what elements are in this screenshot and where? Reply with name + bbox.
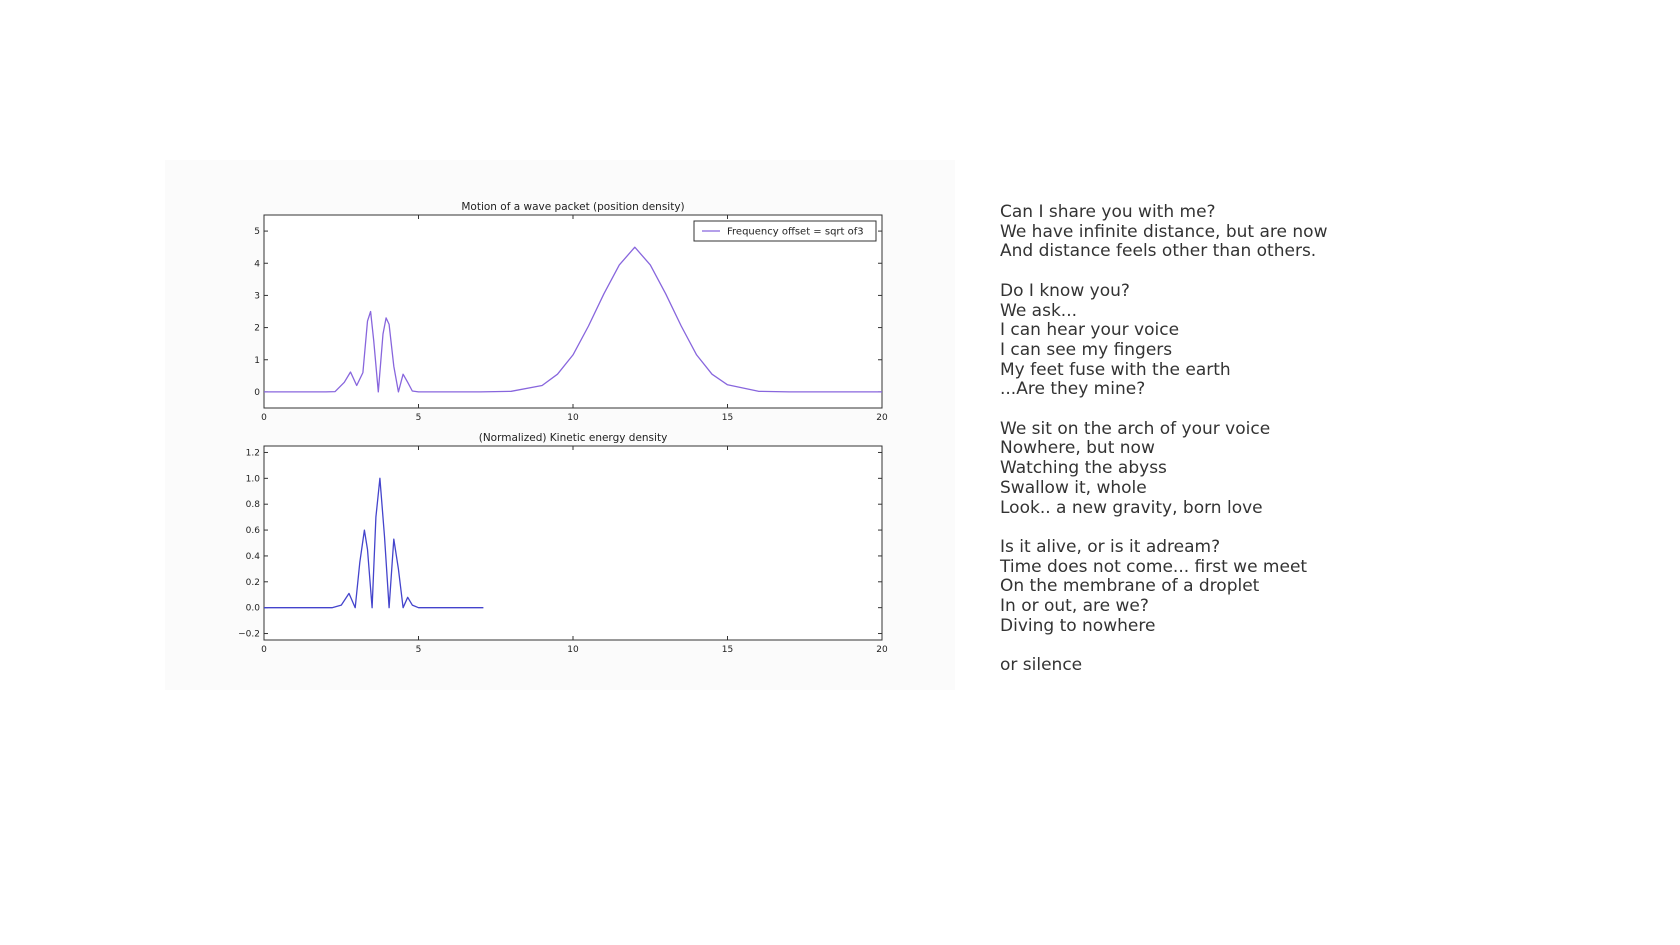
y-tick-label-1-4: 0.6 bbox=[245, 526, 260, 537]
y-tick-label-1-1: 0.0 bbox=[245, 603, 260, 614]
y-tick-label-1-7: 1.2 bbox=[245, 448, 260, 459]
y-tick-label-0-5: 5 bbox=[254, 227, 260, 238]
poem-line: Swallow it, whole bbox=[1000, 477, 1147, 498]
poem-line: Can I share you with me? bbox=[1000, 202, 1216, 222]
poem-line: On the membrane of a droplet bbox=[1000, 576, 1260, 597]
y-tick-label-0-3: 3 bbox=[254, 291, 260, 302]
poem-line: In or out, are we? bbox=[1000, 596, 1149, 617]
x-tick-label-0-2: 10 bbox=[567, 413, 579, 423]
y-tick-label-1-2: 0.2 bbox=[245, 577, 260, 588]
poem-line: Time does not come... first we meet bbox=[1000, 556, 1308, 577]
x-tick-label-1-2: 10 bbox=[567, 645, 579, 655]
y-tick-label-0-0: 0 bbox=[254, 387, 260, 398]
y-tick-label-0-1: 1 bbox=[254, 355, 260, 366]
y-tick-label-1-0: −0.2 bbox=[238, 629, 260, 640]
poem-line: I can hear your voice bbox=[1000, 320, 1180, 341]
poem-line: Look.. a new gravity, born love bbox=[1000, 497, 1263, 518]
x-tick-label-0-1: 5 bbox=[415, 413, 422, 423]
poem-line: Nowhere, but now bbox=[1000, 438, 1155, 459]
poem-line: And distance feels other than others. bbox=[1000, 241, 1317, 262]
poem-line: We have infinite distance, but are now bbox=[1000, 221, 1328, 242]
x-tick-label-1-1: 5 bbox=[415, 645, 422, 655]
x-tick-label-1-3: 15 bbox=[721, 645, 734, 655]
y-tick-label-1-6: 1.0 bbox=[245, 474, 260, 485]
x-tick-label-0-0: 0 bbox=[261, 413, 267, 423]
poem-line: Is it alive, or is it adream? bbox=[1000, 536, 1221, 557]
x-tick-label-1-0: 0 bbox=[261, 645, 267, 655]
poem-stanza bbox=[1000, 420, 1460, 519]
y-tick-label-0-2: 2 bbox=[254, 323, 260, 334]
poem-line: Diving to nowhere bbox=[1000, 615, 1156, 636]
poem-line: or silence bbox=[1000, 655, 1083, 676]
poem-line: I can see my fingers bbox=[1000, 339, 1173, 360]
poem-line: Do I know you? bbox=[1000, 280, 1130, 301]
poem-line: ...Are they mine? bbox=[1000, 379, 1146, 400]
chart-title-0: Motion of a wave packet (position density) bbox=[461, 201, 685, 213]
poem-stanza bbox=[1000, 656, 1460, 676]
poem bbox=[1000, 203, 1460, 696]
x-tick-label-0-3: 15 bbox=[721, 413, 734, 423]
poem-line: Watching the abyss bbox=[1000, 458, 1167, 479]
legend-label-0-0: Frequency offset = sqrt of3 bbox=[727, 226, 864, 238]
poem-stanza bbox=[1000, 538, 1460, 637]
y-tick-label-0-4: 4 bbox=[254, 259, 260, 270]
poem-line: My feet fuse with the earth bbox=[1000, 359, 1231, 380]
y-tick-label-1-3: 0.4 bbox=[245, 551, 260, 562]
y-tick-label-1-5: 0.8 bbox=[245, 500, 260, 511]
x-tick-label-0-4: 20 bbox=[876, 413, 888, 423]
plot-frame-0 bbox=[264, 215, 882, 408]
plot-frame-1 bbox=[264, 446, 882, 640]
poem-stanza bbox=[1000, 282, 1460, 400]
x-tick-label-1-4: 20 bbox=[876, 645, 888, 655]
poem-line: We sit on the arch of your voice bbox=[1000, 418, 1271, 439]
chart-title-1: (Normalized) Kinetic energy density bbox=[478, 432, 668, 444]
poem-line: We ask... bbox=[1000, 300, 1078, 321]
poem-stanza bbox=[1000, 203, 1460, 262]
